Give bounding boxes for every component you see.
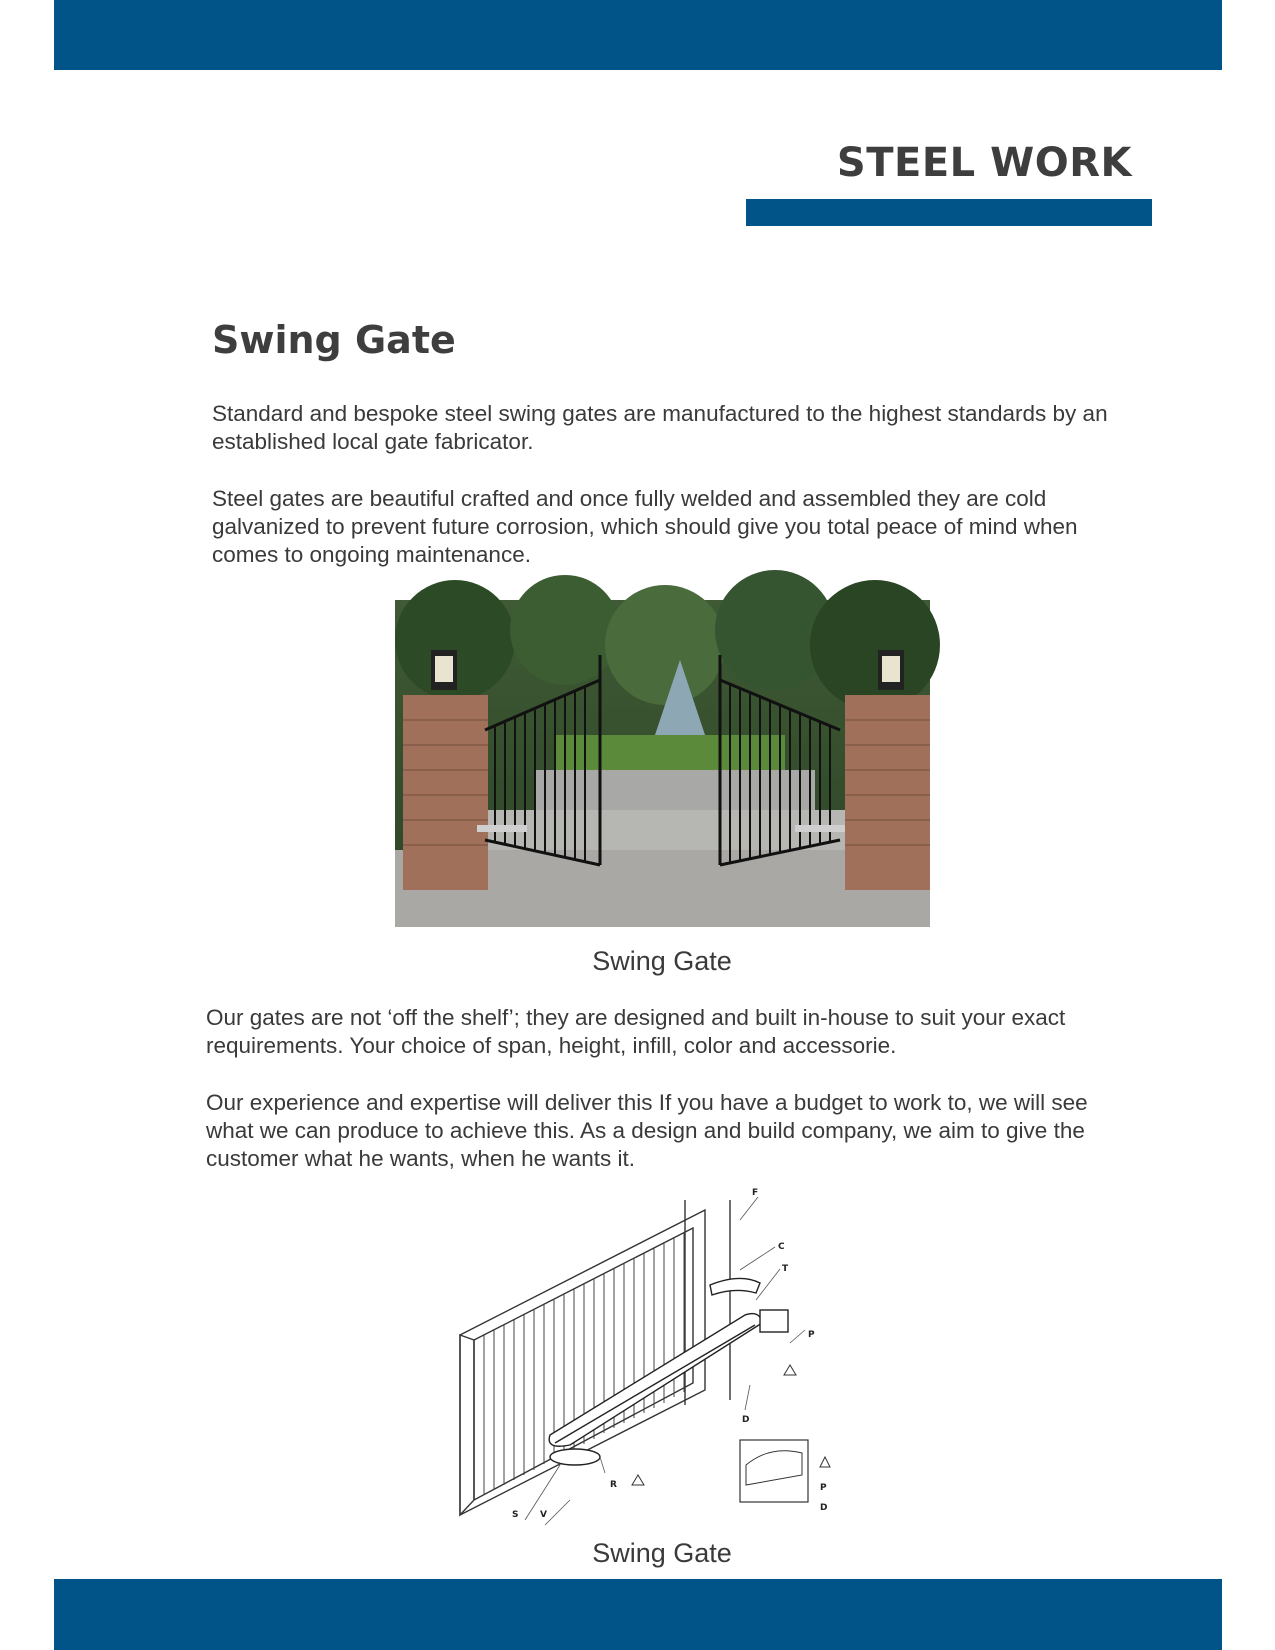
label-c: C: [778, 1242, 785, 1252]
label-v: V: [540, 1510, 547, 1520]
top-banner: [54, 0, 1222, 70]
label-p: P: [808, 1330, 815, 1340]
label-inset-d: D: [820, 1503, 828, 1513]
gate-operator-diagram: [440, 1188, 880, 1525]
page-heading: Swing Gate: [212, 318, 456, 362]
section-title-underline: [746, 199, 1152, 226]
label-f: F: [752, 1188, 759, 1198]
label-r: R: [610, 1480, 617, 1490]
diagram-caption: Swing Gate: [592, 1538, 732, 1568]
bottom-banner: [54, 1579, 1222, 1650]
label-inset-p: P: [820, 1483, 827, 1493]
custom-design-paragraph: Our gates are not ‘off the shelf’; they are designed and built in-house to suit your exact requirements. Your choice of span, height, infill, color and accessorie.: [206, 1005, 1066, 1058]
label-s: S: [512, 1510, 519, 1520]
intro-paragraph: Standard and bespoke steel swing gates are manufactured to the highest standards by an established local gate fabricator.: [212, 401, 1108, 454]
photo-caption: Swing Gate: [592, 946, 732, 976]
label-d: D: [742, 1415, 750, 1425]
budget-paragraph: Our experience and expertise will deliver this If you have a budget to work to, we will see what we can produce to achieve this. As a design and build company, we aim to give the customer what he wants, when he wants it.: [206, 1090, 1088, 1171]
label-t: T: [782, 1264, 789, 1274]
galvanizing-paragraph: Steel gates are beautiful crafted and once fully welded and assembled they are cold galvanized to prevent future corrosion, which should give you total peace of mind when comes to ongoing maintenance.: [212, 486, 1078, 567]
swing-gate-photo: [395, 600, 930, 927]
section-title: STEEL WORK: [836, 140, 1132, 186]
